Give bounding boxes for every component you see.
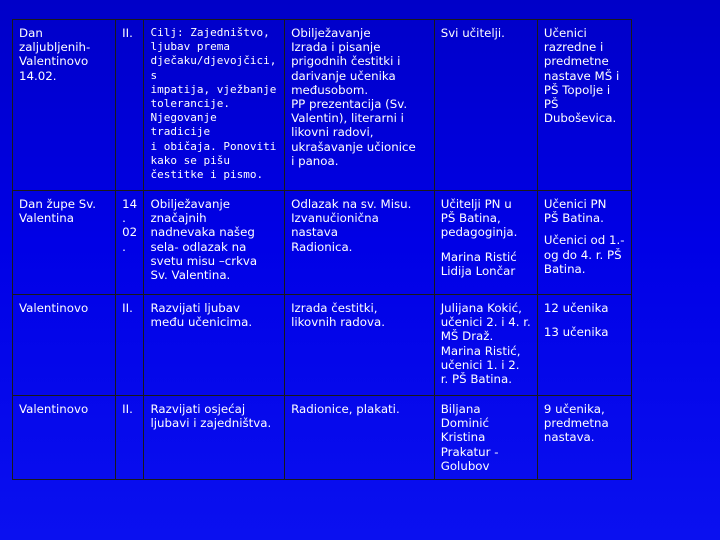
- table-row: [13, 295, 632, 396]
- table-row: [13, 191, 632, 295]
- participants-text-primary: Učenici PN PŠ Batina.: [543, 197, 607, 226]
- participants-cell: [537, 295, 631, 396]
- method-cell: Radionice, plakati.: [285, 396, 435, 480]
- table-row: [13, 20, 632, 191]
- activity-cell: Dan zaljubljenih- Valentinovo 14.02.: [13, 20, 116, 191]
- method-cell: Obilježavanje Izrada i pisanje prigodnih čestitki i darivanje učenika međusobom. PP prezentacija (Sv. Valentin), literarni i likovni radovi, ukrašavanje učionice i panoa.: [285, 20, 435, 191]
- time-cell: II.: [116, 20, 144, 191]
- carrier-text-secondary: Marina Ristić Lidija Lončar: [440, 249, 517, 278]
- goal-cell: Obilježavanje značajnih nadnevaka našeg sela- odlazak na svetu misu –crkva Sv. Valentina.: [144, 191, 285, 295]
- goal-cell: Razvijati ljubav među učenicima.: [144, 295, 285, 396]
- activity-cell: Valentinovo: [13, 295, 116, 396]
- goal-cell: Cilj: Zajedništvo, ljubav prema dječaku/djevojčici,s impatija, vježbanje tolerancije. Njegovanje tradicije i običaja. Ponoviti kako se pišu čestitke i pismo.: [144, 20, 285, 191]
- carrier-cell: Julijana Kokić, učenici 2. i 4. r. MŠ Draž. Marina Ristić, učenici 1. i 2. r. PŠ Batina.: [434, 295, 537, 396]
- activity-cell: Valentinovo: [13, 396, 116, 480]
- carrier-cell: [434, 191, 537, 295]
- participants-cell: 9 učenika, predmetna nastava.: [537, 396, 631, 480]
- time-cell: II.: [116, 396, 144, 480]
- participants-text-primary: 12 učenika: [543, 301, 609, 315]
- cell-spacer: [544, 315, 626, 325]
- time-cell: 14. 02.: [116, 191, 144, 295]
- table-row: [13, 396, 632, 480]
- participants-cell: [537, 191, 631, 295]
- goal-cell: Razvijati osjećaj ljubavi i zajedništva.: [144, 396, 285, 480]
- participants-cell: Učenici razredne i predmetne nastave MŠ i PŠ Topolje i PŠ Duboševica.: [537, 20, 631, 191]
- method-cell: Izrada čestitki, likovnih radova.: [285, 295, 435, 396]
- activity-cell: Dan župe Sv. Valentina: [13, 191, 116, 295]
- carrier-cell: Biljana Dominić Kristina Prakatur - Golubov: [434, 396, 537, 480]
- cell-spacer: [441, 240, 532, 250]
- activity-plan-table: [12, 19, 632, 480]
- carrier-cell: Svi učitelji.: [434, 20, 537, 191]
- participants-text-secondary: Učenici od 1.- og do 4. r. PŠ Batina.: [543, 233, 625, 276]
- carrier-text-primary: Učitelji PN u PŠ Batina, pedagoginja.: [440, 197, 518, 240]
- cell-spacer: [544, 225, 626, 233]
- time-cell: II.: [116, 295, 144, 396]
- method-cell: Odlazak na sv. Misu. Izvanučionična nastava Radionica.: [285, 191, 435, 295]
- participants-text-secondary: 13 učenika: [543, 325, 609, 340]
